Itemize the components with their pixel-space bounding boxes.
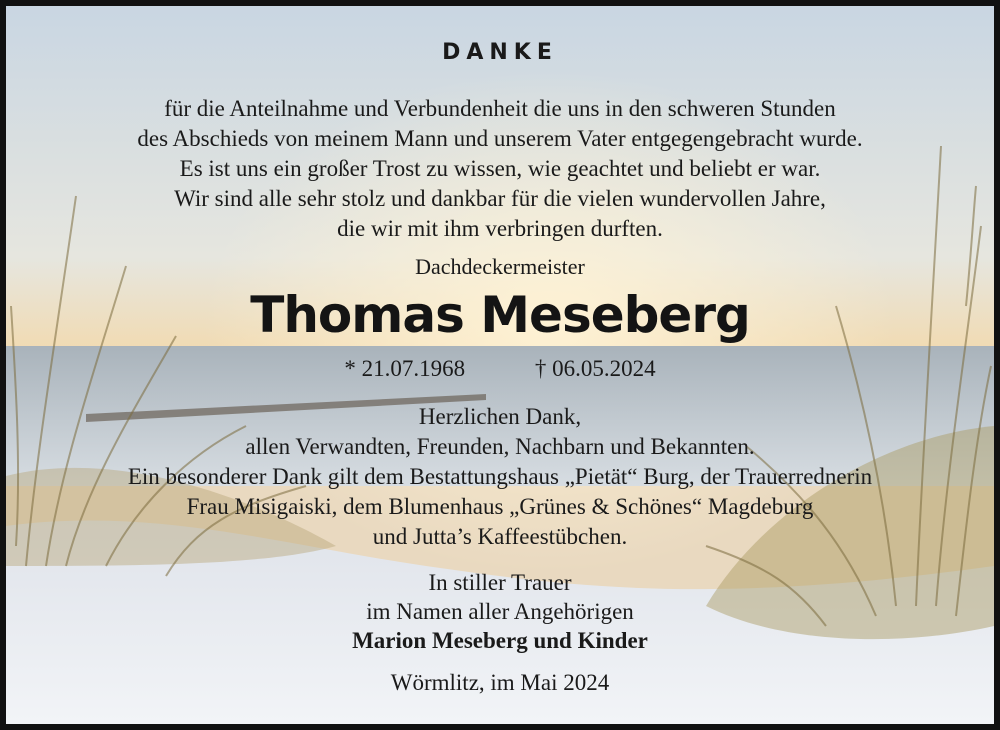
birth-date: * 21.07.1968 xyxy=(344,356,466,381)
thanks-line: Frau Misigaiski, dem Blumenhaus „Grünes & Schönes“ Magdeburg xyxy=(186,494,814,519)
thanks-text xyxy=(6,402,994,552)
obituary-text xyxy=(6,6,994,724)
deceased-name: Thomas Meseberg xyxy=(250,286,750,344)
mourning-block xyxy=(6,568,994,655)
life-dates xyxy=(6,356,994,382)
place-date: Wörmlitz, im Mai 2024 xyxy=(390,670,610,695)
intro-line: des Abschieds von meinem Mann und unserem Vater entgegengebracht wurde. xyxy=(137,126,863,151)
intro-line: Wir sind alle sehr stolz und dankbar für die vielen wundervollen Jahre, xyxy=(174,186,826,211)
intro-text xyxy=(6,94,994,244)
thanks-line: Herzlichen Dank, xyxy=(418,404,582,429)
signature: Marion Meseberg und Kinder xyxy=(352,628,648,653)
profession: Dachdeckermeister xyxy=(415,254,585,279)
death-date: † 06.05.2024 xyxy=(534,356,656,381)
thanks-line: und Jutta’s Kaffeestübchen. xyxy=(372,524,628,549)
intro-line: Es ist uns ein großer Trost zu wissen, wie geachtet und beliebt er war. xyxy=(179,156,821,181)
intro-line: die wir mit ihm verbringen durften. xyxy=(337,216,663,241)
thanks-line: Ein besonderer Dank gilt dem Bestattungshaus „Pietät“ Burg, der Trauerrednerin xyxy=(127,464,873,489)
mourning-line: im Namen aller Angehörigen xyxy=(366,599,634,624)
thanks-line: allen Verwandten, Freunden, Nachbarn und Bekannten. xyxy=(245,434,755,459)
intro-line: für die Anteilnahme und Verbundenheit die uns in den schweren Stunden xyxy=(164,96,836,121)
mourning-line: In stiller Trauer xyxy=(428,570,572,595)
heading: DANKE xyxy=(442,40,558,65)
